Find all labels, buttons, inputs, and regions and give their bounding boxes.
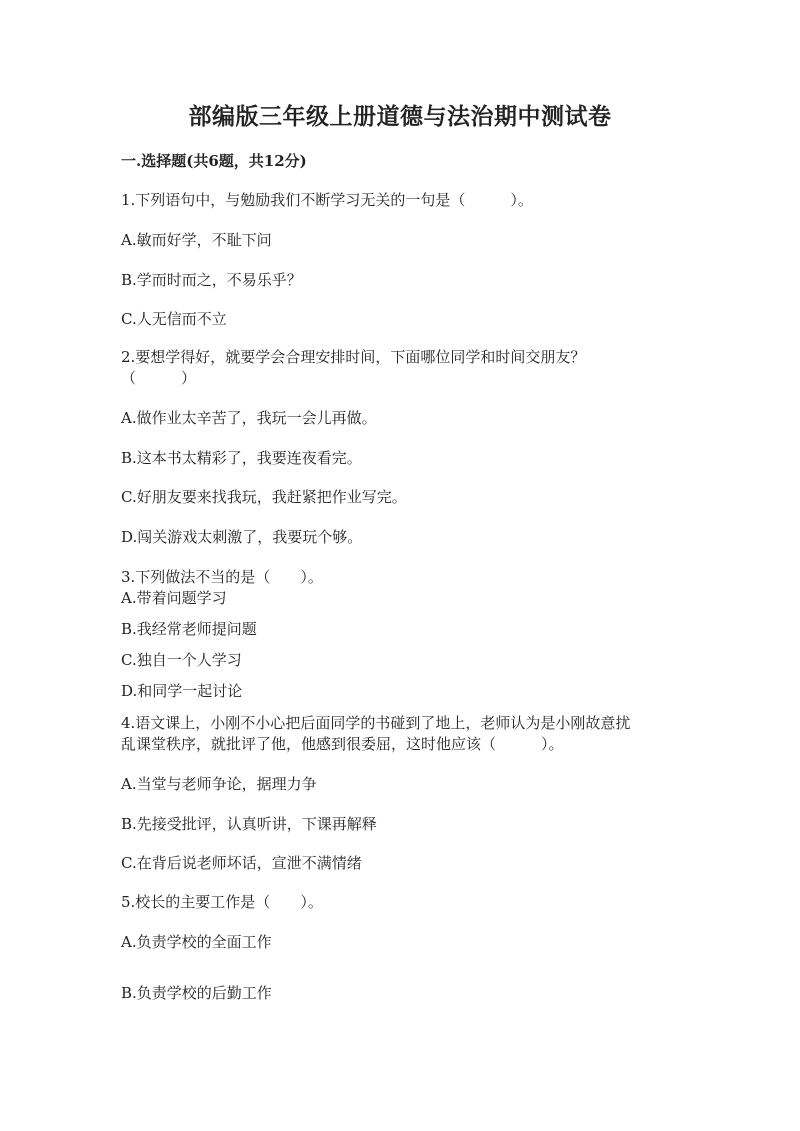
question-2-option-c: C.好朋友要来找我玩，我赶紧把作业写完。	[121, 488, 407, 506]
question-5-option-a: A.负责学校的全面工作	[121, 933, 272, 951]
question-1-option-a: A.敏而好学，不耻下问	[121, 231, 272, 249]
section-heading: 一.选择题(共6题，共12分)	[121, 152, 307, 170]
question-3-option-c: C.独自一个人学习	[121, 651, 242, 669]
question-4-option-c: C.在背后说老师坏话，宣泄不满情绪	[121, 854, 362, 872]
page-title: 部编版三年级上册道德与法治期中测试卷	[188, 103, 612, 130]
question-3-option-b: B.我经常老师提问题	[121, 620, 257, 638]
question-2-option-a: A.做作业太辛苦了，我玩一会儿再做。	[121, 409, 377, 427]
question-3-stem: 3.下列做法不当的是（ ）。	[121, 568, 323, 586]
question-1-stem: 1.下列语句中，与勉励我们不断学习无关的一句是（ ）。	[121, 191, 533, 209]
question-2-option-b: B.这本书太精彩了，我要连夜看完。	[121, 449, 362, 467]
question-1-option-b: B.学而时而之，不易乐乎？	[121, 271, 302, 289]
question-2-option-d: D.闯关游戏太刺激了，我要玩个够。	[121, 528, 363, 546]
question-4-stem-line-2: 乱课堂秩序，就批评了他，他感到很委屈，这时他应该（ ）。	[121, 735, 564, 753]
question-2-stem-line-2: （ ）	[121, 369, 197, 387]
question-2-stem-line-1: 2.要想学得好，就要学会合理安排时间，下面哪位同学和时间交朋友？	[121, 348, 586, 366]
question-5-option-b: B.负责学校的后勤工作	[121, 984, 272, 1002]
question-3-option-d: D.和同学一起讨论	[121, 682, 243, 700]
question-4-stem-line-1: 4.语文课上，小刚不小心把后面同学的书碰到了地上，老师认为是小刚故意扰	[121, 714, 631, 732]
question-5-stem: 5.校长的主要工作是（ ）。	[121, 893, 323, 911]
question-3-option-a: A.带着问题学习	[121, 589, 227, 607]
question-1-option-c: C.人无信而不立	[121, 310, 227, 328]
question-4-option-a: A.当堂与老师争论，据理力争	[121, 775, 317, 793]
question-4-option-b: B.先接受批评，认真听讲，下课再解释	[121, 815, 377, 833]
